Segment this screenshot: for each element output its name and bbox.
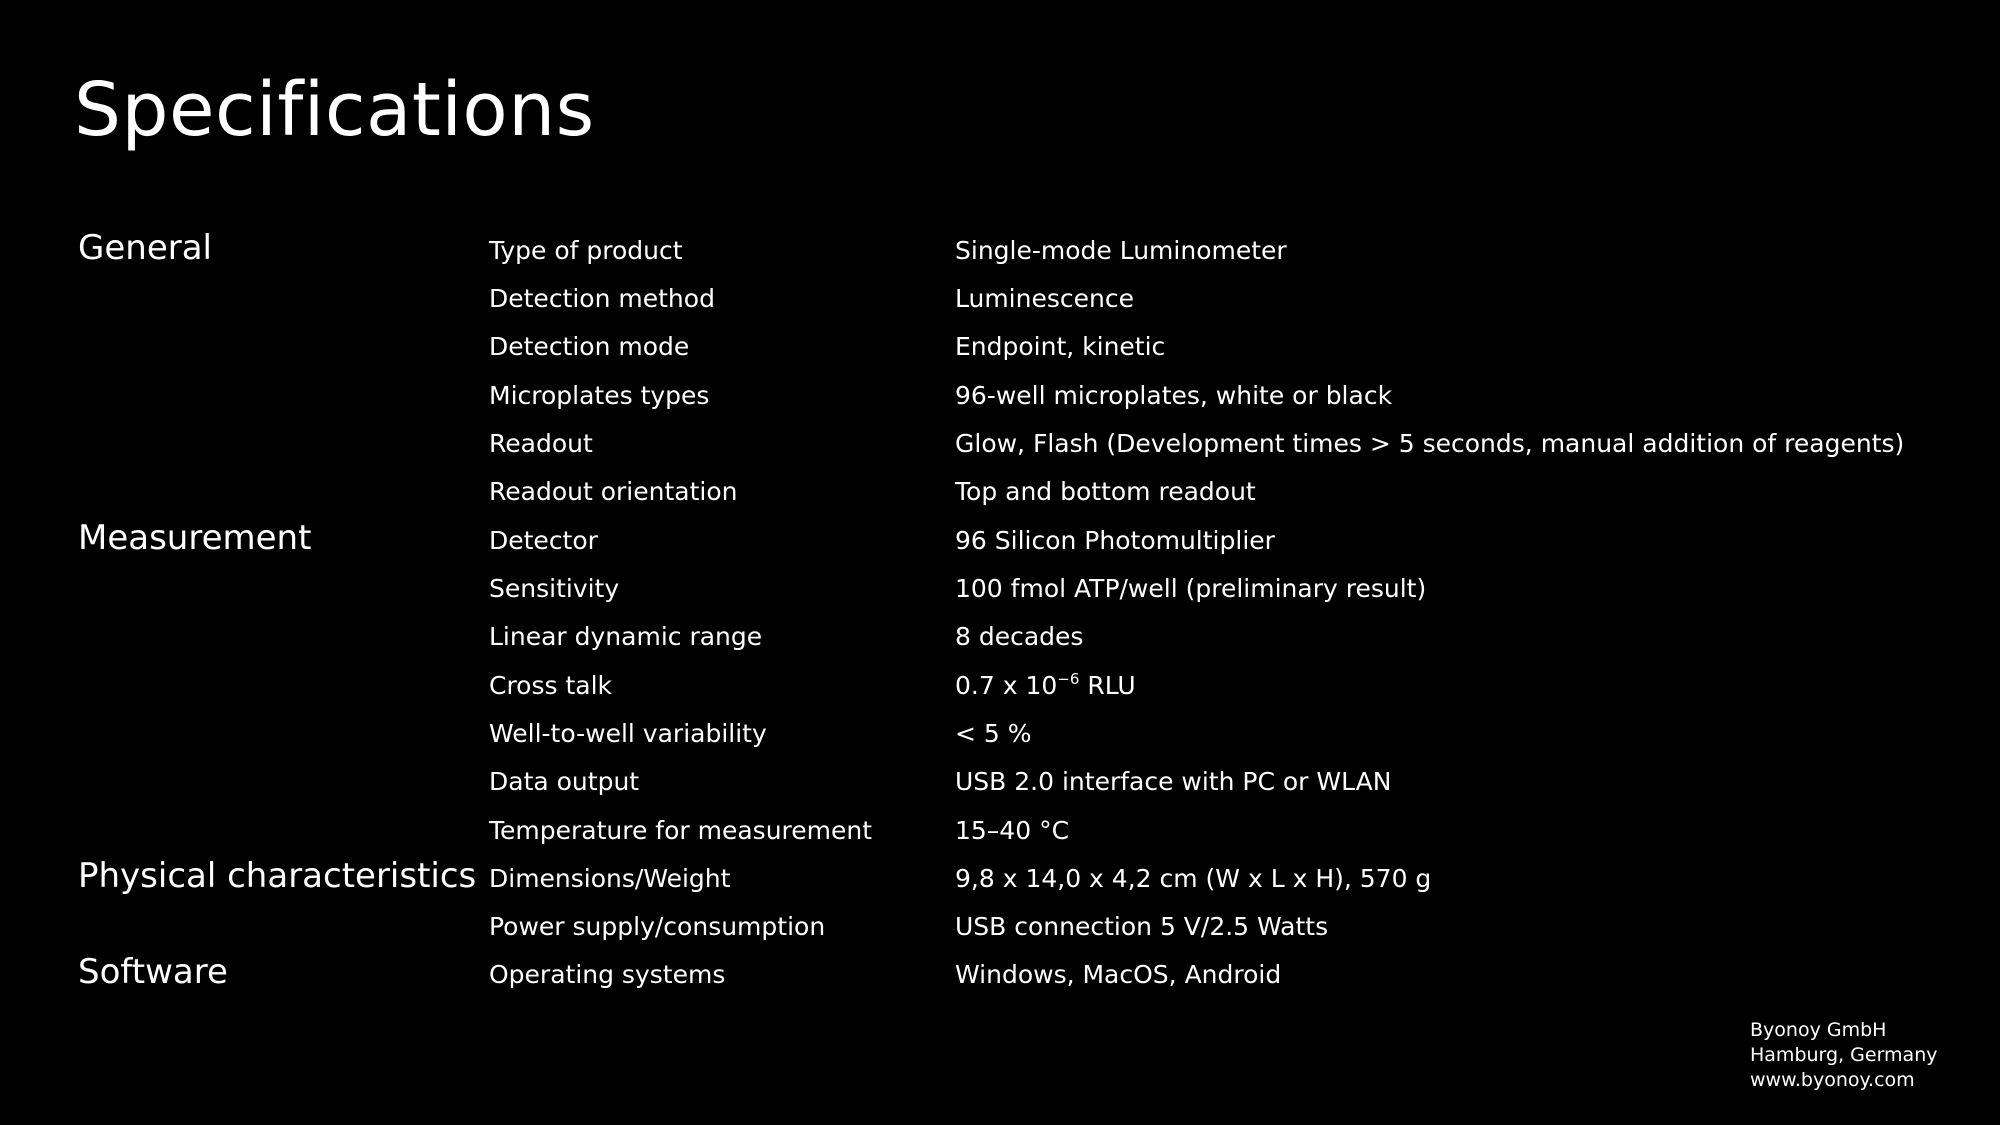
category-physical-characteristics: Physical characteristics	[78, 856, 477, 896]
spec-value-exponent: −6	[1057, 670, 1080, 688]
spec-row-dimensions-weight	[0, 866, 2000, 914]
spec-value: Top and bottom readout	[955, 477, 1256, 506]
spec-value: 96-well microplates, white or black	[955, 381, 1393, 410]
page-title: Specifications	[74, 67, 595, 153]
spec-label: Cross talk	[489, 671, 613, 700]
category-general: General	[78, 228, 212, 268]
spec-value-unit: RLU	[1079, 671, 1136, 700]
spec-row-power-supply	[0, 914, 2000, 962]
spec-row-detection-method	[0, 286, 2000, 334]
spec-value: 96 Silicon Photomultiplier	[955, 526, 1275, 555]
spec-value: Single-mode Luminometer	[955, 236, 1287, 265]
spec-value	[955, 670, 1136, 700]
spec-row-cross-talk	[0, 670, 2000, 721]
spec-label: Detector	[489, 526, 598, 555]
spec-row-linear-dynamic-range	[0, 624, 2000, 672]
category-software: Software	[78, 952, 228, 992]
company-location: Hamburg, Germany	[1750, 1044, 1938, 1066]
spec-label: Readout orientation	[489, 477, 738, 506]
spec-row-well-to-well-variability	[0, 721, 2000, 769]
company-website: www.byonoy.com	[1750, 1069, 1915, 1091]
spec-row-readout	[0, 431, 2000, 479]
spec-label: Well-to-well variability	[489, 719, 767, 748]
spec-value-base: 0.7 x 10	[955, 671, 1058, 700]
spec-label: Operating systems	[489, 960, 726, 989]
spec-row-temperature-for-measurement	[0, 818, 2000, 866]
spec-label: Microplates types	[489, 381, 710, 410]
spec-row-detector	[0, 528, 2000, 576]
spec-row-microplates-types	[0, 383, 2000, 431]
spec-value: USB connection 5 V/2.5 Watts	[955, 912, 1329, 941]
spec-label: Power supply/consumption	[489, 912, 826, 941]
spec-label: Sensitivity	[489, 574, 620, 603]
spec-value: Endpoint, kinetic	[955, 332, 1166, 361]
category-measurement: Measurement	[78, 518, 312, 558]
spec-label: Linear dynamic range	[489, 622, 763, 651]
spec-label: Dimensions/Weight	[489, 864, 731, 893]
spec-label: Detection mode	[489, 332, 690, 361]
spec-row-operating-systems	[0, 962, 2000, 1010]
spec-value: Luminescence	[955, 284, 1134, 313]
spec-value: USB 2.0 interface with PC or WLAN	[955, 767, 1392, 796]
spec-value: < 5 %	[955, 719, 1032, 748]
spec-row-type-of-product	[0, 238, 2000, 286]
spec-row-sensitivity	[0, 576, 2000, 624]
spec-value: 15–40 °C	[955, 816, 1070, 845]
spec-row-data-output	[0, 769, 2000, 817]
spec-value: Glow, Flash (Development times > 5 seconds, manual addition of reagents)	[955, 429, 1905, 458]
company-footer	[1750, 1018, 1938, 1093]
company-name: Byonoy GmbH	[1750, 1019, 1887, 1041]
spec-label: Detection method	[489, 284, 715, 313]
spec-row-readout-orientation	[0, 479, 2000, 527]
spec-label: Readout	[489, 429, 593, 458]
spec-value: 8 decades	[955, 622, 1084, 651]
spec-value: 9,8 x 14,0 x 4,2 cm (W x L x H), 570 g	[955, 864, 1432, 893]
spec-row-detection-mode	[0, 334, 2000, 382]
spec-value: 100 fmol ATP/well (preliminary result)	[955, 574, 1427, 603]
spec-value: Windows, MacOS, Android	[955, 960, 1282, 989]
spec-label: Data output	[489, 767, 640, 796]
spec-label: Type of product	[489, 236, 683, 265]
spec-label: Temperature for measurement	[489, 816, 873, 845]
